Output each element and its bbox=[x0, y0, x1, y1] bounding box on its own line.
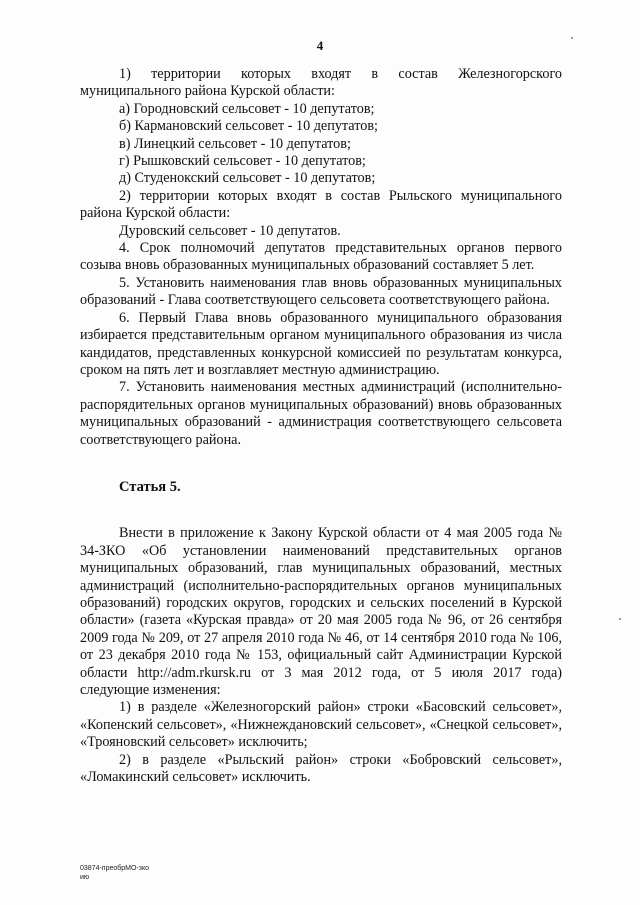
paragraph: а) Городновский сельсовет - 10 депутатов; bbox=[119, 100, 375, 117]
paragraphs-bottom bbox=[80, 525, 562, 786]
paragraph: г) Рышковский сельсовет - 10 депутатов; bbox=[119, 153, 366, 170]
page-number: 4 bbox=[316, 38, 324, 53]
paragraph: б) Кармановский сельсовет - 10 депутатов; bbox=[119, 118, 378, 135]
article-heading: Статья 5. bbox=[119, 478, 181, 495]
paragraph: 1) территории которых входят в состав Железногорского муниципального района Курской области: bbox=[80, 66, 562, 100]
footer-suffix: ию bbox=[80, 874, 90, 881]
scan-speck bbox=[571, 37, 573, 39]
footer-code: 03874-преобрМО-зко bbox=[80, 865, 150, 872]
paragraph: Внести в приложение к Закону Курской области от 4 мая 2005 года № 34-ЗКО «Об установлении наименований представительных органов муниципальных образований, глав муниципальных образований, местных администраций (исполнительно-распорядительных органов муниципальных образований) городских округов, городских и сельских поселений в Курской области» (газета «Курская правда» от 20 мая 2005 года № 96, от 26 сентября 2009 года № 209, от 27 апреля 2010 года № 46, от 14 сентября 2010 года № 106, от 23 декабря 2010 года № 153, официальный сайт Администрации Курской области http://adm.rkursk.ru от 3 мая 2012 года, от 5 июля 2017 года) следующие изменения: bbox=[80, 525, 562, 698]
paragraph: 6. Первый Глава вновь образованного муниципального образования избирается представительным органом муниципального образования из числа кандидатов, представленных конкурсной комиссией по результатам конкурса, сроком на пять лет и возглавляет местную администрацию. bbox=[80, 309, 562, 378]
paragraph: в) Линецкий сельсовет - 10 депутатов; bbox=[119, 135, 351, 152]
article-gap bbox=[80, 496, 562, 525]
document-footer bbox=[80, 864, 149, 882]
paragraph: д) Студенокский сельсовет - 10 депутатов; bbox=[119, 170, 376, 187]
paragraph: 7. Установить наименования местных администраций (исполнительно-распорядительных органов муниципальных образований) вновь образованных муниципальных образований - администрация соответствующего сельсовета соответствующего района. bbox=[80, 379, 562, 448]
paragraph: 2) территории которых входят в состав Рыльского муниципального района Курской области: bbox=[80, 187, 562, 222]
paragraph: 1) в разделе «Железногорский район» строки «Басовский сельсовет», «Копенский сельсовет», «Нижнеждановский сельсовет», «Снецкой сельсовет», «Трояновский сельсовет» исключить; bbox=[80, 699, 562, 751]
paragraphs-top bbox=[80, 66, 562, 449]
paragraph: 4. Срок полномочий депутатов представительных органов первого созыва вновь образованных муниципальных образований составляет 5 лет. bbox=[80, 240, 562, 274]
document-body bbox=[80, 66, 562, 786]
paragraph: 5. Установить наименования глав вновь образованных муниципальных образований - Глава соответствующего сельсовета соответствующего района. bbox=[80, 274, 562, 309]
paragraph: 2) в разделе «Рыльский район» строки «Бобровский сельсовет», «Ломакинский сельсовет» исключить. bbox=[80, 751, 562, 786]
scan-speck bbox=[619, 618, 621, 620]
paragraph: Дуровский сельсовет - 10 депутатов. bbox=[119, 222, 341, 239]
